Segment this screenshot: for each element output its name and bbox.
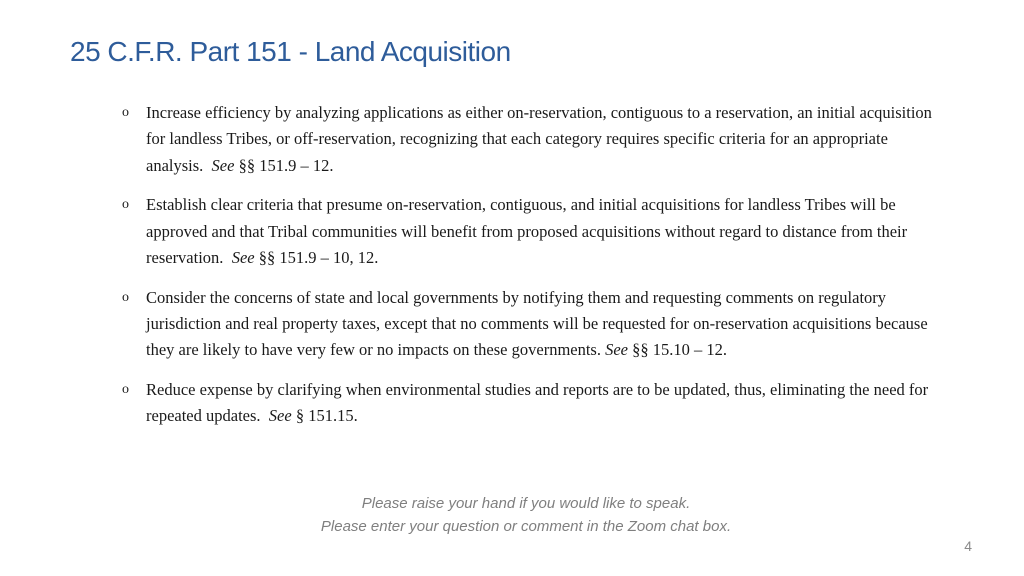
bullet-item — [120, 100, 940, 179]
bullet-text: Consider the concerns of state and local governments by notifying them and requesting comments on regulatory jurisdiction and real property taxes, except that no comments will be requested for on-reservation acquisitions because they are likely to have very few or no impacts on these governments. — [146, 287, 928, 360]
citation: §§ 151.9 – 12. — [238, 155, 334, 175]
see-reference: See — [605, 340, 629, 360]
bullet-item — [120, 377, 940, 430]
bullet-text: Reduce expense by clarifying when environmental studies and reports are to be updated, thus, eliminating the need for repeated updates. — [146, 380, 929, 426]
footer-note — [0, 492, 1024, 538]
citation: §§ 15.10 – 12. — [632, 340, 728, 360]
slide-title: 25 C.F.R. Part 151 - Land Acquisition — [70, 36, 511, 67]
citation: § 151.15. — [295, 406, 358, 426]
bullet-marker-icon: o — [122, 197, 129, 213]
bullet-marker-icon: o — [122, 105, 129, 120]
page-number: 4 — [964, 538, 972, 554]
footer-line-zoom-chat: Please enter your question or comment in the Zoom chat box. — [320, 518, 732, 535]
bullet-text: Establish clear criteria that presume on-reservation, contiguous, and initial acquisitions for landless Tribes will be approved and that Tribal communities will benefit from proposed acquisitions without regard to distance from their reservation. — [146, 195, 908, 267]
bullet-item — [120, 192, 940, 271]
see-reference: See — [211, 155, 235, 175]
citation: §§ 151.9 – 10, 12. — [258, 247, 379, 267]
bullet-text: Increase efficiency by analyzing applications as either on-reservation, contiguous to a reservation, an initial acquisition for landless Tribes, or off-reservation, recognizing that each category requires specific criteria for an appropriate analysis. — [146, 103, 932, 175]
bullet-marker-icon: o — [122, 382, 129, 398]
footer-line-raise-hand: Please raise your hand if you would like to speak. — [361, 495, 691, 512]
see-reference: See — [268, 406, 292, 426]
bullet-list — [120, 100, 940, 443]
bullet-marker-icon: o — [122, 289, 129, 305]
bullet-item — [120, 285, 940, 364]
see-reference: See — [231, 247, 255, 267]
